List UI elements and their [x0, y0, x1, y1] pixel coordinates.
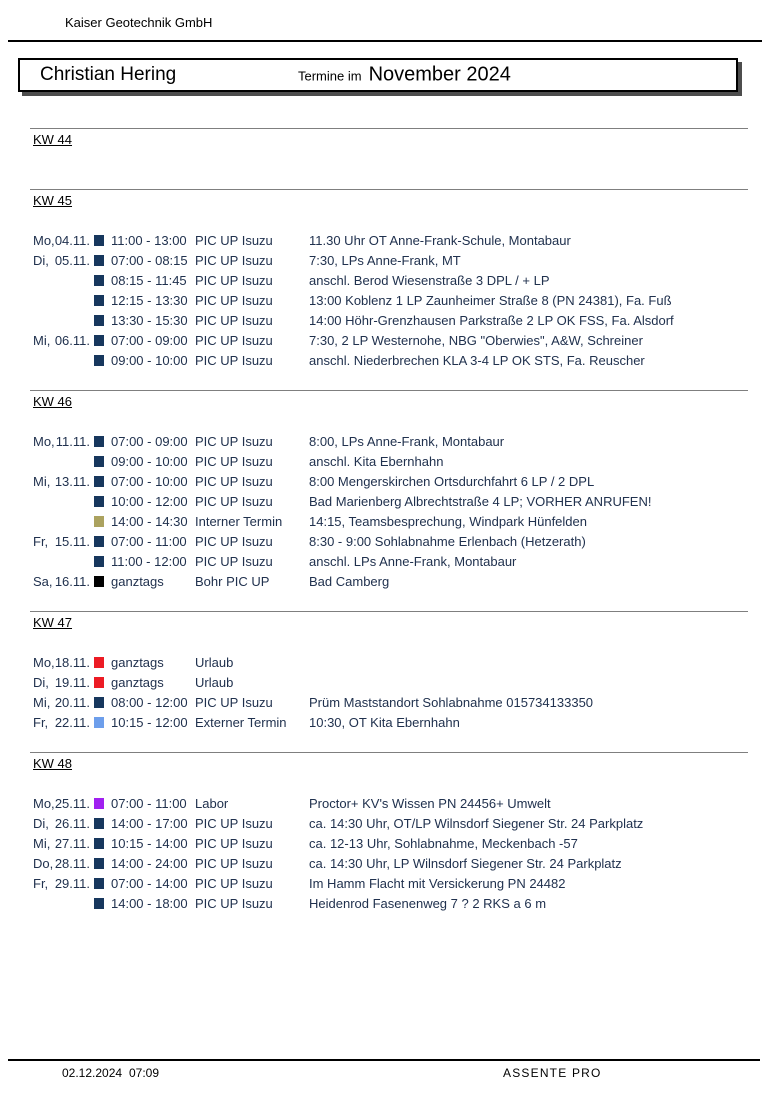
company-name: Kaiser Geotechnik GmbH [65, 15, 213, 30]
category-color-marker [94, 476, 104, 487]
person-name: Christian Hering [40, 64, 177, 85]
day-cell [33, 534, 93, 549]
week-divider [30, 611, 748, 612]
week-rows [0, 793, 780, 913]
appointment-description: 10:30, OT Kita Ebernhahn [309, 714, 460, 730]
day-cell [33, 856, 93, 871]
week-label: KW 48 [33, 756, 73, 771]
appointment-row [33, 330, 760, 350]
title-prefix: Termine im [298, 68, 362, 84]
category-color-marker [94, 858, 104, 869]
marker-cell [93, 315, 111, 326]
appointment-type: PIC UP Isuzu [195, 272, 273, 288]
week-divider [30, 128, 748, 129]
day-cell [33, 695, 93, 710]
time-range: 11:00 - 12:00 [111, 553, 187, 569]
print-time: 07:09 [129, 1066, 160, 1080]
marker-cell [93, 858, 111, 869]
weekday-label: Fr, [33, 875, 49, 891]
category-color-marker [94, 798, 104, 809]
appointment-row [33, 290, 760, 310]
week-label: KW 45 [33, 193, 73, 208]
weekday-label: Di, [33, 815, 49, 831]
appointment-row [33, 310, 760, 330]
weekday-label: Mo, [33, 433, 55, 449]
appointment-row [33, 873, 760, 893]
marker-cell [93, 798, 111, 809]
week-section [0, 611, 780, 752]
appointment-description: 8:00, LPs Anne-Frank, Montabaur [309, 433, 505, 449]
weekday-label: Mi, [33, 835, 51, 851]
weeks-container [0, 128, 780, 933]
weekday-label: Mo, [33, 654, 55, 670]
category-color-marker [94, 878, 104, 889]
date-label: 20.11. [54, 694, 90, 710]
appointment-description: 8:30 - 9:00 Sohlabnahme Erlenbach (Hetzerath) [309, 533, 586, 549]
appointment-row [33, 692, 760, 712]
week-label: KW 47 [33, 615, 73, 630]
category-color-marker [94, 275, 104, 286]
appointment-row [33, 793, 760, 813]
category-color-marker [94, 295, 104, 306]
time-range: 08:00 - 12:00 [111, 694, 188, 710]
marker-cell [93, 677, 111, 688]
week-label: KW 46 [33, 394, 73, 409]
appointment-row [33, 712, 760, 732]
time-range: 07:00 - 09:00 [111, 433, 188, 449]
week-divider [30, 390, 748, 391]
appointment-type: PIC UP Isuzu [195, 493, 273, 509]
day-cell [33, 253, 93, 268]
time-range: 11:00 - 13:00 [111, 232, 187, 248]
appointment-description: Prüm Maststandort Sohlabnahme 015734133350 [309, 694, 594, 710]
appointment-description: 11.30 Uhr OT Anne-Frank-Schule, Montabaur [309, 232, 571, 248]
time-range: 13:30 - 15:30 [111, 312, 188, 328]
weekday-label: Fr, [33, 714, 49, 730]
appointment-description: Bad Camberg [309, 573, 390, 589]
weekday-label: Mi, [33, 694, 51, 710]
appointment-row [33, 853, 760, 873]
day-cell [33, 675, 93, 690]
category-color-marker [94, 456, 104, 467]
day-cell [33, 434, 93, 449]
time-range: 09:00 - 10:00 [111, 453, 188, 469]
appointment-description: Proctor+ KV's Wissen PN 24456+ Umwelt [309, 795, 551, 811]
appointment-row [33, 451, 760, 471]
appointment-row [33, 471, 760, 491]
appointment-description: Bad Marienberg Albrechtstraße 4 LP; VORHER ANRUFEN! [309, 493, 652, 509]
appointment-row [33, 672, 760, 692]
appointment-description: ca. 14:30 Uhr, LP Wilnsdorf Siegener Str. 24 Parkplatz [309, 855, 622, 871]
appointment-type: PIC UP Isuzu [195, 252, 273, 268]
appointment-description: ca. 12-13 Uhr, Sohlabnahme, Meckenbach -57 [309, 835, 578, 851]
category-color-marker [94, 898, 104, 909]
week-rows [0, 431, 780, 591]
category-color-marker [94, 436, 104, 447]
category-color-marker [94, 818, 104, 829]
appointment-row [33, 350, 760, 370]
footer-divider [8, 1059, 760, 1082]
appointment-description: anschl. Berod Wiesenstraße 3 DPL / + LP [309, 272, 550, 288]
marker-cell [93, 456, 111, 467]
appointment-type: PIC UP Isuzu [195, 332, 273, 348]
week-rows [0, 230, 780, 370]
marker-cell [93, 335, 111, 346]
weekday-label: Mi, [33, 473, 51, 489]
marker-cell [93, 878, 111, 889]
appointment-row [33, 893, 760, 913]
date-label: 22.11. [54, 714, 90, 730]
day-cell [33, 836, 93, 851]
appointment-row [33, 551, 760, 571]
time-range: 07:00 - 09:00 [111, 332, 188, 348]
day-cell [33, 816, 93, 831]
marker-cell [93, 536, 111, 547]
time-range: 07:00 - 11:00 [111, 795, 187, 811]
marker-cell [93, 476, 111, 487]
day-cell [33, 655, 93, 670]
weekday-label: Fr, [33, 533, 49, 549]
appointment-type: PIC UP Isuzu [195, 292, 273, 308]
appointment-type: Bohr PIC UP [195, 573, 270, 589]
appointment-type: PIC UP Isuzu [195, 835, 273, 851]
appointment-type: Urlaub [195, 674, 234, 690]
marker-cell [93, 556, 111, 567]
date-label: 29.11. [54, 875, 90, 891]
marker-cell [93, 516, 111, 527]
date-label: 05.11. [54, 252, 90, 268]
marker-cell [93, 255, 111, 266]
marker-cell [93, 657, 111, 668]
date-label: 16.11. [54, 573, 90, 589]
appointment-type: PIC UP Isuzu [195, 875, 273, 891]
appointment-description: anschl. Kita Ebernhahn [309, 453, 444, 469]
category-color-marker [94, 496, 104, 507]
footer [8, 1066, 760, 1082]
date-label: 15.11. [54, 533, 90, 549]
week-section [0, 390, 780, 611]
category-color-marker [94, 235, 104, 246]
date-label: 25.11. [54, 795, 90, 811]
date-label: 18.11. [54, 654, 90, 670]
appointment-description: 14:00 Höhr-Grenzhausen Parkstraße 2 LP OK FSS, Fa. Alsdorf [309, 312, 674, 328]
print-date: 02.12.2024 [62, 1066, 123, 1080]
appointment-row [33, 270, 760, 290]
appointment-type: Interner Termin [195, 513, 283, 529]
time-range: ganztags [111, 674, 164, 690]
appointment-description: 7:30, 2 LP Westernohe, NBG "Oberwies", A&W, Schreiner [309, 332, 643, 348]
week-section [0, 189, 780, 390]
week-label: KW 44 [33, 132, 73, 147]
date-label: 13.11. [54, 473, 90, 489]
appointment-description: Heidenrod Fasenenweg 7 ? 2 RKS a 6 m [309, 895, 547, 911]
weekday-label: Mi, [33, 332, 51, 348]
appointment-row [33, 652, 760, 672]
appointment-type: PIC UP Isuzu [195, 312, 273, 328]
weekday-label: Sa, [33, 573, 53, 589]
time-range: ganztags [111, 654, 164, 670]
weekday-label: Do, [33, 855, 54, 871]
category-color-marker [94, 657, 104, 668]
time-range: 07:00 - 08:15 [111, 252, 188, 268]
appointment-description: 14:15, Teamsbesprechung, Windpark Hünfelden [309, 513, 587, 529]
date-label: 26.11. [54, 815, 90, 831]
marker-cell [93, 295, 111, 306]
appointment-type: PIC UP Isuzu [195, 473, 273, 489]
day-cell [33, 715, 93, 730]
appointment-type: PIC UP Isuzu [195, 895, 273, 911]
title-right-group [298, 64, 511, 87]
marker-cell [93, 717, 111, 728]
marker-cell [93, 576, 111, 587]
title-box [18, 58, 738, 92]
title-month: November 2024 [368, 63, 511, 86]
time-range: 08:15 - 11:45 [111, 272, 187, 288]
appointment-row [33, 571, 760, 591]
appointment-row [33, 813, 760, 833]
day-cell [33, 233, 93, 248]
appointment-type: Labor [195, 795, 229, 811]
appointment-description: 7:30, LPs Anne-Frank, MT [309, 252, 461, 268]
category-color-marker [94, 576, 104, 587]
appointment-type: PIC UP Isuzu [195, 855, 273, 871]
time-range: 09:00 - 10:00 [111, 352, 188, 368]
week-section [0, 752, 780, 933]
appointment-description: 8:00 Mengerskirchen Ortsdurchfahrt 6 LP / 2 DPL [309, 473, 595, 489]
date-label: 27.11. [54, 835, 90, 851]
category-color-marker [94, 838, 104, 849]
time-range: 07:00 - 11:00 [111, 533, 187, 549]
weekday-label: Mo, [33, 232, 55, 248]
category-color-marker [94, 516, 104, 527]
date-label: 04.11. [54, 232, 90, 248]
appointment-type: PIC UP Isuzu [195, 433, 273, 449]
time-range: 14:00 - 24:00 [111, 855, 188, 871]
marker-cell [93, 838, 111, 849]
time-range: 07:00 - 14:00 [111, 875, 188, 891]
week-divider [30, 189, 748, 190]
time-range: 10:00 - 12:00 [111, 493, 188, 509]
appointment-row [33, 431, 760, 451]
day-cell [33, 574, 93, 589]
date-label: 28.11. [54, 855, 90, 871]
time-range: 10:15 - 14:00 [111, 835, 188, 851]
appointment-row [33, 531, 760, 551]
time-range: 14:00 - 14:30 [111, 513, 188, 529]
appointment-row [33, 491, 760, 511]
marker-cell [93, 235, 111, 246]
appointment-description: anschl. Niederbrechen KLA 3-4 LP OK STS, Fa. Reuscher [309, 352, 645, 368]
date-label: 19.11. [54, 674, 90, 690]
day-cell [33, 796, 93, 811]
marker-cell [93, 818, 111, 829]
time-range: 12:15 - 13:30 [111, 292, 188, 308]
marker-cell [93, 496, 111, 507]
day-cell [33, 333, 93, 348]
appointment-type: Externer Termin [195, 714, 287, 730]
appointment-row [33, 230, 760, 250]
marker-cell [93, 898, 111, 909]
day-cell [33, 474, 93, 489]
appointment-description: Im Hamm Flacht mit Versickerung PN 24482 [309, 875, 566, 891]
time-range: 10:15 - 12:00 [111, 714, 188, 730]
appointment-type: PIC UP Isuzu [195, 553, 273, 569]
appointment-type: PIC UP Isuzu [195, 352, 273, 368]
appointment-description: anschl. LPs Anne-Frank, Montabaur [309, 553, 517, 569]
marker-cell [93, 275, 111, 286]
appointment-description: ca. 14:30 Uhr, OT/LP Wilnsdorf Siegener Str. 24 Parkplatz [309, 815, 644, 831]
date-label: 11.11. [55, 433, 90, 449]
marker-cell [93, 355, 111, 366]
marker-cell [93, 697, 111, 708]
appointment-type: PIC UP Isuzu [195, 453, 273, 469]
appointment-row [33, 511, 760, 531]
weekday-label: Mo, [33, 795, 55, 811]
appointment-type: PIC UP Isuzu [195, 232, 273, 248]
time-range: ganztags [111, 573, 164, 589]
category-color-marker [94, 717, 104, 728]
appointment-type: PIC UP Isuzu [195, 533, 273, 549]
category-color-marker [94, 255, 104, 266]
time-range: 14:00 - 18:00 [111, 895, 188, 911]
date-label: 06.11. [54, 332, 90, 348]
week-section [0, 128, 780, 189]
appointment-row [33, 833, 760, 853]
marker-cell [93, 436, 111, 447]
time-range: 07:00 - 10:00 [111, 473, 188, 489]
appointment-type: PIC UP Isuzu [195, 815, 273, 831]
software-name: ASSENTE PRO [503, 1066, 602, 1080]
category-color-marker [94, 315, 104, 326]
appointment-row [33, 250, 760, 270]
appointment-type: Urlaub [195, 654, 234, 670]
week-rows [0, 652, 780, 732]
weekday-label: Di, [33, 252, 49, 268]
weekday-label: Di, [33, 674, 49, 690]
category-color-marker [94, 697, 104, 708]
category-color-marker [94, 677, 104, 688]
appointment-type: PIC UP Isuzu [195, 694, 273, 710]
day-cell [33, 876, 93, 891]
appointment-description: 13:00 Koblenz 1 LP Zaunheimer Straße 8 (PN 24381), Fa. Fuß [309, 292, 672, 308]
category-color-marker [94, 536, 104, 547]
category-color-marker [94, 335, 104, 346]
time-range: 14:00 - 17:00 [111, 815, 188, 831]
header-divider [8, 40, 762, 42]
week-divider [30, 752, 748, 753]
category-color-marker [94, 355, 104, 366]
category-color-marker [94, 556, 104, 567]
